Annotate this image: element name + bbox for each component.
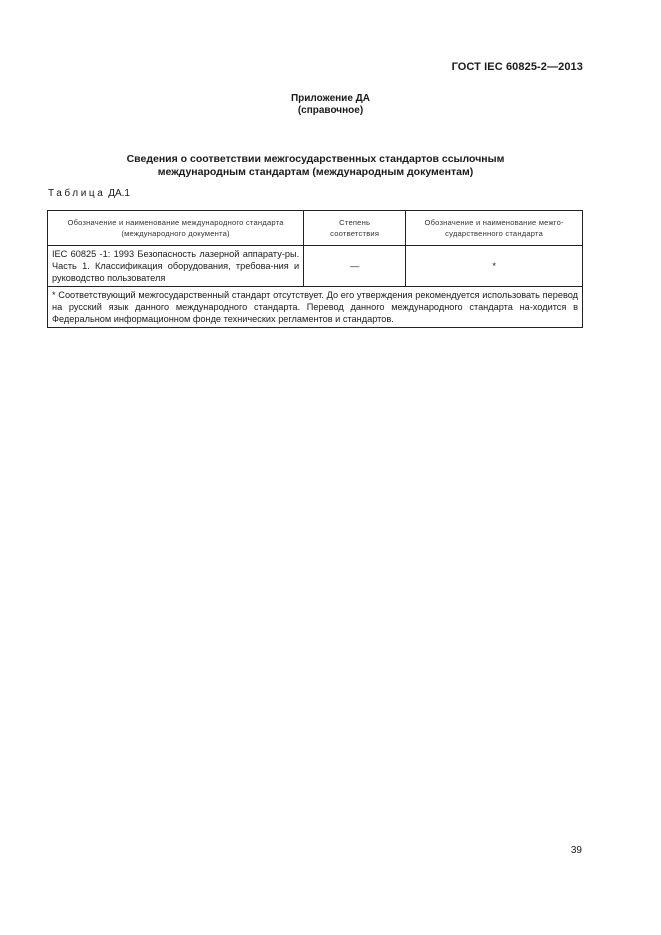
header-international-standard-line-1: Обозначение и наименование международного стандарта [67,217,284,227]
page-number: 39 [570,845,582,856]
annex-subtitle: (справочное) [297,105,364,116]
cell-international-standard: IEC 60825 -1: 1993 Безопасность лазерной аппарату-ры. Часть 1. Классификация оборудования, требова-ния и руководство пользователя [48,246,304,287]
header-international-standard [48,211,304,246]
section-heading-line-1: Сведения о соответствии межгосударственных стандартов ссылочным [126,153,505,165]
table-caption-word: Таблица [48,188,106,199]
header-interstate-standard [406,211,583,246]
table-footnote: * Соответствующий межгосударственный стандарт отсутствует. До его утверждения рекомендуется использовать перевод на русский язык данного международного стандарта. Перевод данного международного стандарта на-ходится в Федеральном информационном фонде технических регламентов и стандартов. [48,287,583,328]
table-caption [48,188,130,199]
header-interstate-standard-line-1: Обозначение и наименование межго- [424,217,564,227]
annex-title: Приложение ДА [290,93,371,104]
table-footnote-row [48,287,583,328]
section-heading-line-2: международным стандартам (международным документам) [157,166,474,178]
header-degree-line-1: Степень [339,217,371,227]
table-row [48,246,583,287]
table-header-row [48,211,583,246]
section-heading [48,153,583,179]
standard-designation: ГОСТ IEC 60825-2—2013 [451,61,583,73]
header-interstate-standard-line-2: сударственного стандарта [445,229,544,238]
cell-interstate-standard: * [406,246,583,287]
header-degree-of-correspondence [304,211,406,246]
correspondence-table [47,210,583,328]
header-degree-line-2: соответствия [330,229,380,238]
table-caption-number: ДА.1 [108,188,130,199]
cell-degree: — [304,246,406,287]
header-international-standard-line-2: (международного документа) [121,229,230,238]
